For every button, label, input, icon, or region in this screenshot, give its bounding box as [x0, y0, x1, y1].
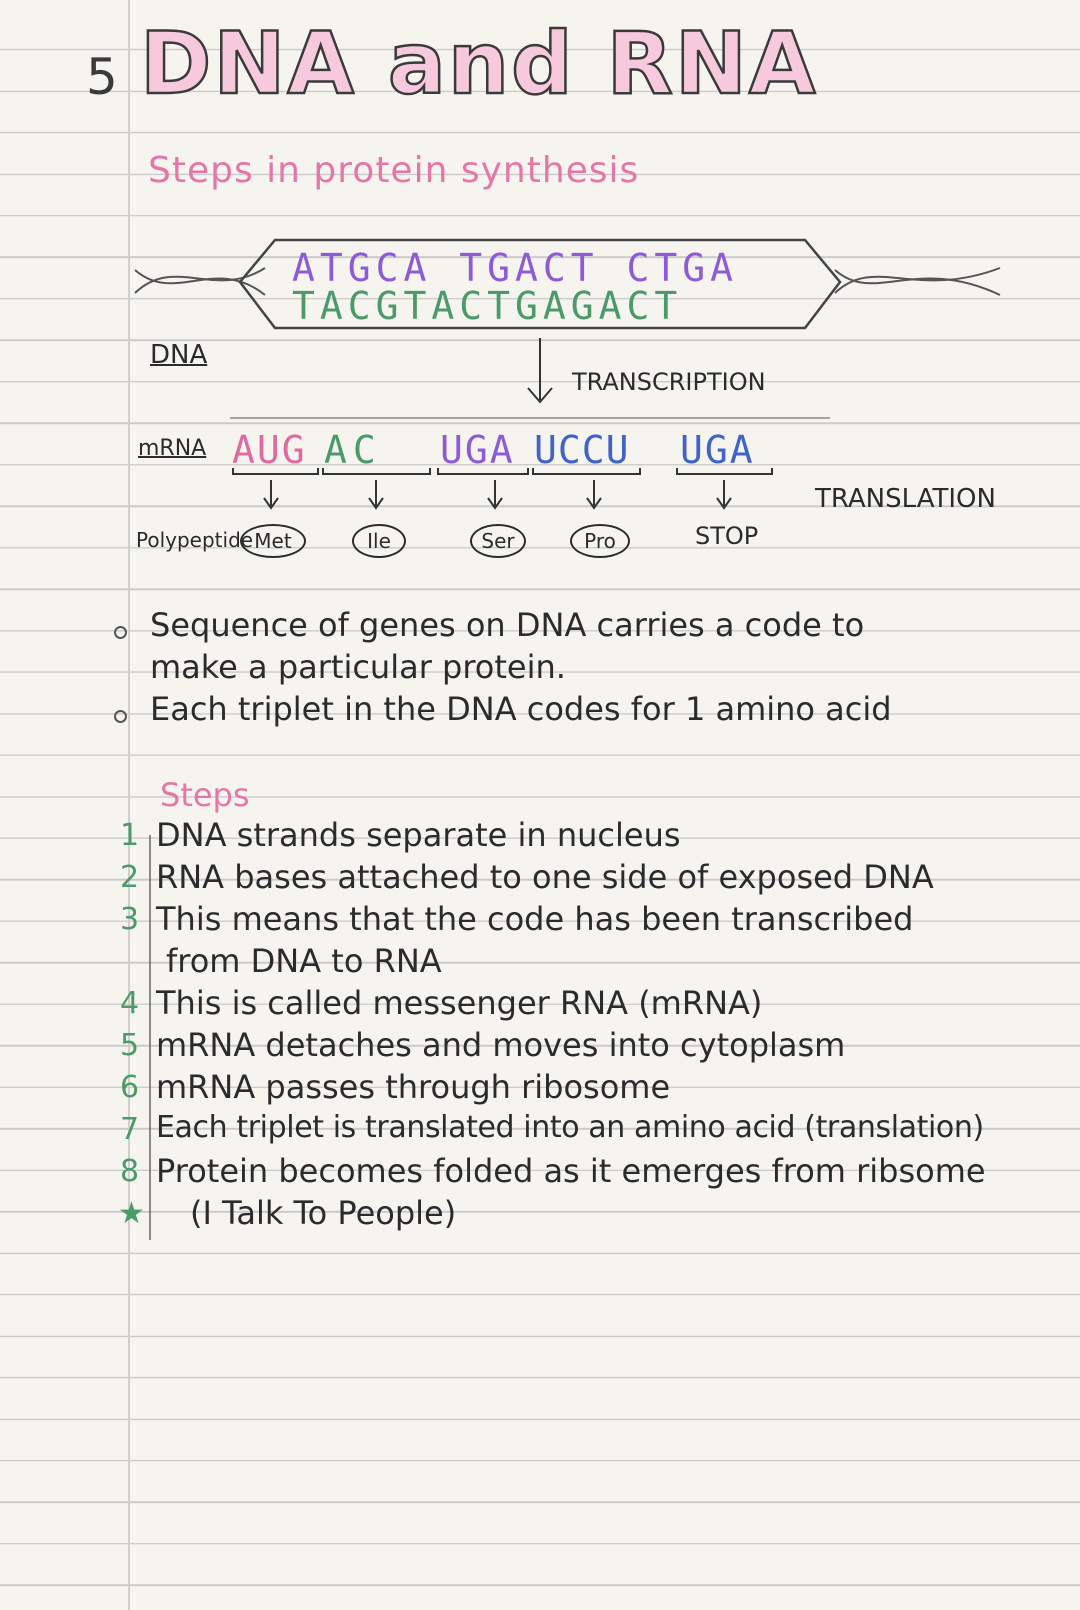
step-number: 4 [120, 986, 140, 1021]
amino-acid-pro: Pro [570, 524, 630, 558]
mrna-codon: UCCU [534, 428, 630, 472]
mrna-codon: UGA [680, 428, 755, 472]
step-number: 3 [120, 902, 140, 937]
step-text-cont: from DNA to RNA [166, 942, 442, 980]
step-number: 7 [120, 1112, 140, 1147]
dna-strand-bottom-text: TACGTACTGAGACT [292, 284, 683, 328]
bullet-icon [114, 626, 127, 639]
bullet-text: Sequence of genes on DNA carries a code to [150, 606, 865, 644]
step-number: 6 [120, 1070, 140, 1105]
step-text: This means that the code has been transcribed [156, 900, 914, 938]
bullet-icon [114, 710, 127, 723]
star-icon: ★ [118, 1196, 145, 1231]
step-text: Protein becomes folded as it emerges from ribsome [156, 1152, 986, 1190]
step-text: Each triplet is translated into an amino acid (translation) [156, 1110, 984, 1145]
mrna-codon: AUG [232, 428, 307, 472]
mnemonic-text: (I Talk To People) [190, 1194, 457, 1232]
bullet-text: Each triplet in the DNA codes for 1 amino acid [150, 690, 892, 728]
step-text: RNA bases attached to one side of exposed DNA [156, 858, 934, 896]
stop-label: STOP [695, 522, 759, 550]
polypeptide-label: Polypeptide [136, 528, 254, 552]
mrna-codon: AC [324, 428, 382, 472]
step-text: DNA strands separate in nucleus [156, 816, 681, 854]
mrna-codon: UGA [440, 428, 515, 472]
step-number: 2 [120, 860, 140, 895]
step-number: 1 [120, 818, 140, 853]
step-text: mRNA detaches and moves into cytoplasm [156, 1026, 846, 1064]
step-text: This is called messenger RNA (mRNA) [156, 984, 763, 1022]
transcription-label: TRANSCRIPTION [572, 368, 766, 396]
amino-acid-ile: Ile [352, 524, 406, 558]
step-number: 5 [120, 1028, 140, 1063]
dna-label: DNA [150, 340, 208, 370]
bullet-text-cont: make a particular protein. [150, 648, 566, 686]
amino-acid-ser: Ser [470, 524, 526, 558]
steps-heading: Steps [160, 776, 250, 814]
step-text: mRNA passes through ribosome [156, 1068, 671, 1106]
dna-strand-bottom [292, 284, 682, 328]
subtitle: Steps in protein synthesis [148, 150, 640, 191]
amino-acid-met: Met [240, 524, 306, 558]
mrna-label: mRNA [138, 436, 207, 461]
step-number: 8 [120, 1154, 140, 1189]
dna-strand-top-text: ATGCA TGACT CTGA [292, 246, 739, 290]
page-number: 5 [86, 48, 118, 106]
page-title: DNA and RNA [140, 14, 818, 114]
translation-label: TRANSLATION [815, 484, 996, 514]
